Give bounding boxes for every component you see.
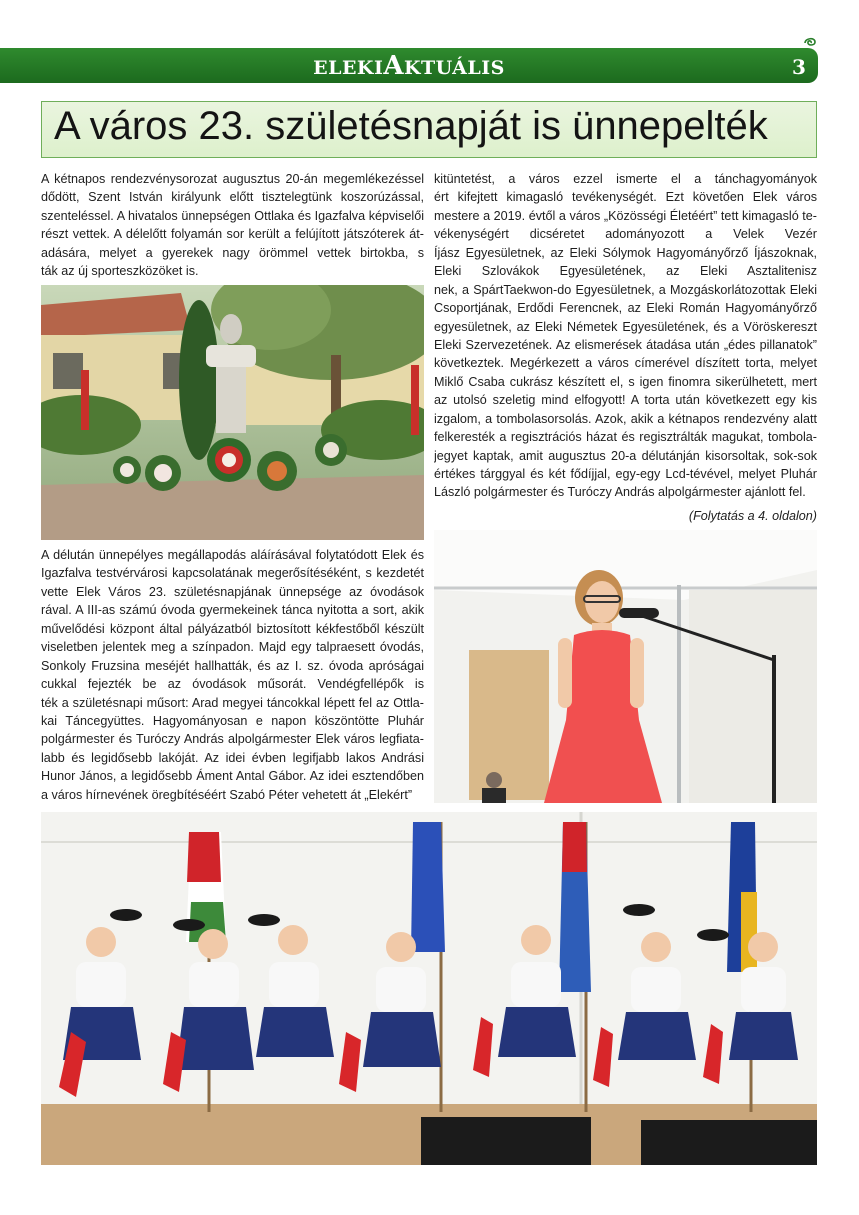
continued-note: (Folytatás a 4. oldalon): [688, 509, 817, 523]
photo-monument-wreaths: [41, 285, 424, 540]
masthead: [0, 48, 818, 83]
text-line: kai Táncegyüttes. Hagyományosan e napon köszöntötte Pluhár: [41, 713, 424, 728]
text-line: nek, a SpártTaekwon-do Egyesületnek, a Mozgáskorlátozottak Eleki: [434, 282, 817, 297]
text-line: egyesületnek, az Eleki Németek Egyesületének, és a Vöröskereszt: [434, 319, 817, 334]
text-line: ték a születésnapi műsort: Arad megyei táncokkal lépett fel az Ottla-: [41, 695, 424, 710]
masthead-initial: A: [383, 51, 405, 81]
text-line: következtek. Megérkezett a város címerével díszített torta, melyet: [434, 356, 817, 371]
text-line: Íjász Egyesületnek, az Eleki Sólymok Hagyományőrző Íjászoknak,: [434, 245, 817, 260]
masthead-part1: ELEKI: [313, 57, 384, 79]
text-line: A délután ünnepélyes megállapodás aláírásával folytatódott Elek és: [41, 548, 424, 562]
text-line: László polgármester és Turóczy András alpolgármester ajánlott fel.: [434, 485, 806, 500]
text-line: cukkal fejezték be az óvodások műsorát. Vendégfellépők is: [41, 677, 424, 692]
text-line: vette Elek Város 23. születésnapjának ünnepsége az óvodások: [41, 584, 424, 599]
photo-children-dancing: [41, 812, 817, 1165]
photo-girl-microphone: [434, 530, 817, 803]
text-line: Hunor János, a legidősebb Áment Antal Gábor. Az idei esztendőben: [41, 769, 424, 784]
text-line: felkeresték a regisztrációs házat és regisztrálták magukat, tombola-: [434, 430, 817, 445]
text-line: mestere a 2019. évtől a város „Közösségi Életéért” tett kimagasló te-: [434, 208, 817, 223]
text-line: adására, melyet a gyerekek nagy örömmel vettek birtokba, s: [41, 245, 424, 260]
text-line: rával. A III-as számú óvoda gyermekeinek tánca nyitotta a sort, akik: [41, 603, 424, 618]
text-line: Sonkoly Fruzsina meséjét hallhatták, és az I. sz. óvoda apróságai: [41, 658, 424, 673]
article-text-left-bottom: [41, 546, 424, 804]
article-title: A város 23. születésnapját is ünnepelték: [54, 104, 768, 148]
text-line: izgalom, a tombolasorsolás. Azok, akik a kétnapos rendezvény alatt: [434, 411, 817, 426]
text-line: Eleki Szervezetének. Az elismerések átadása után „édes pillanatok”: [434, 337, 817, 352]
masthead-part3: KTUÁLIS: [404, 57, 505, 79]
text-line: kitüntetést, a város ezzel ismerte el a tánchagyományok: [434, 172, 817, 186]
article-text-right: [434, 170, 817, 502]
text-line: az utolsó szeletig mind elfogyott! A torta után következett egy kis: [434, 393, 817, 408]
text-line: értékes tárggyal és két fődíjjal, egy-egy Lcd-tévével, melyet Pluhár: [434, 467, 817, 481]
text-line: jegyet kaptak, amit augusztus 20-a délutánján kisorsoltak, sok-sok: [434, 448, 817, 463]
text-line: labb és legidősebb lakóját. Az idei évben legifjabb lakos Andrási: [41, 750, 424, 765]
text-line: A kétnapos rendezvénysorozat augusztus 20-án megemlékezéssel: [41, 172, 424, 186]
text-line: ért kifejtett kimagasló tevékenységét. Ezt követően Elek város: [434, 190, 817, 205]
text-line: dődött, Szent István királyunk előtt tisztelegtünk koszorúzással,: [41, 190, 424, 205]
text-line: a város hírnevének öregbítéséért Szabó Péter vehetett át „Elekért”: [41, 787, 413, 802]
text-line: vékenységért dicséretet adományozott a Velek Vezér: [434, 227, 817, 242]
page-number: 3: [792, 55, 806, 79]
text-line: szenteléssel. A hivatalos ünnepségen Ottlaka és Igazfalva képviselői: [41, 208, 424, 223]
text-line: polgármester és Turóczy András alpolgármester Elek város legfiata-: [41, 732, 424, 747]
text-line: részt vettek. A délelőtt folyamán sor került a felújított játszóterek át-: [41, 227, 424, 242]
article-text-left-top: [41, 170, 424, 281]
text-line: ták az új sporteszközöket is.: [41, 264, 199, 279]
text-line: viseletben jelentek meg a színpadon. Majd egy talpraesett óvodás,: [41, 640, 424, 655]
text-line: művelődési központ által pályázatból biztosított kékfestőből készült: [41, 621, 424, 636]
text-line: Eleki Szlovákok Egyesületének, az Eleki Asztalitenisz: [434, 264, 817, 279]
text-line: Csoportjának, Erdődi Ferencnek, az Eleki Román Hagyományőrző: [434, 301, 817, 316]
swirl-icon: [802, 36, 818, 48]
text-line: Miklő Csaba cukrász készített el, s igen finomra sikerülhetett, mert: [434, 374, 817, 389]
text-line: Igazfalva testvérvárosi kapcsolatának megerősítéséként, s kezdetét: [41, 566, 424, 581]
